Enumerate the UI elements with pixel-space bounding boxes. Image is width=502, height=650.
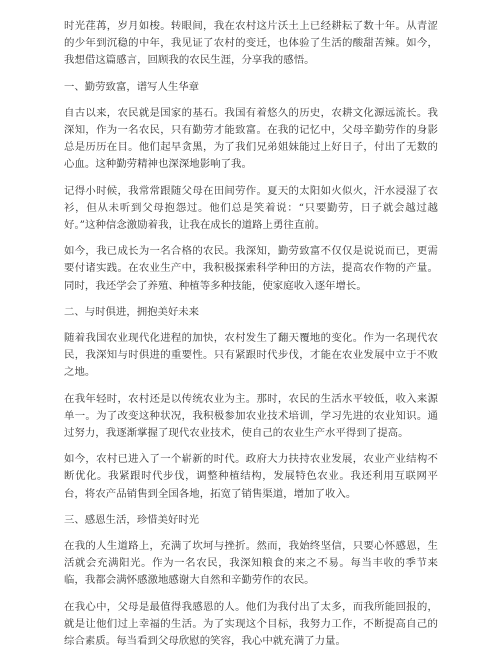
section-3-heading: 三、感恩生活，珍惜美好时光 [64,513,200,526]
section-1-heading: 一、勤劳致富，谱写人生华章 [64,80,200,93]
section-1-paragraph-2: 记得小时候，我常常跟随父母在田间劳作。夏天的太阳如火似火，汗水浸湿了衣衫，但从未听到父母抱怨过。他们总是笑着说：“只要勤劳，日子就会越过越好。”这种信念激励着我，让我在成长的道路上勇往直前。 [64,184,438,232]
intro-paragraph: 时光荏苒，岁月如梭。转眼间，我在农村这片沃土上已经耕耘了数十年。从青涩的少年到沉稳的中年，我见证了农村的变迁，也体验了生活的酸甜苦辣。如今，我想借这篇感言，回顾我的农民生涯，分享我的感悟。 [64,20,438,67]
section-1-paragraph-1: 自古以来，农民就是国家的基石。我国有着悠久的历史，农耕文化源远流长。我深知，作为一名农民，只有勤劳才能致富。在我的记忆中，父母辛勤劳作的身影总是历历在目。他们起早贪黑，为了我们兄弟姐妹能过上好日子，付出了无数的心血。这种勤劳精神也深深地影响了我。 [64,106,438,171]
section-2-paragraph-2: 在我年轻时，农村还是以传统农业为主。那时，农民的生活水平较低，收入来源单一。为了改变这种状况，我积极参加农业技术培训，学习先进的农业知识。通过努力，我逐渐掌握了现代农业技术，使自己的农业生产水平得到了提高。 [64,392,438,440]
section-2-paragraph-3: 如今，农村已进入了一个崭新的时代。政府大力扶持农业发展，农业产业结构不断优化。我紧跟时代步伐，调整种植结构，发展特色农业。我还利用互联网平台，将农产品销售到全国各地，拓宽了销售渠道，增加了收入。 [64,453,438,500]
section-3-paragraph-2: 在我心中，父母是最值得我感恩的人。他们为我付出了太多，而我所能回报的，就是让他们过上幸福的生活。为了实现这个目标，我努力工作，不断提高自己的综合素质。每当看到父母欣慰的笑容，我心中就充满了力量。 [64,600,438,648]
section-3-paragraph-1: 在我的人生道路上，充满了坎坷与挫折。然而，我始终坚信，只要心怀感恩，生活就会充满阳光。作为一名农民，我深知粮食的来之不易。每当丰收的季节来临，我都会满怀感激地感谢大自然和辛勤劳作的农民。 [64,540,438,587]
section-1-paragraph-3: 如今，我已成长为一名合格的农民。我深知，勤劳致富不仅仅是说说而已，更需要付诸实践。在农业生产中，我积极探索科学种田的方法，提高农作物的产量。同时，我还学会了养殖、种植等多种技能，使家庭收入逐年增长。 [64,245,438,292]
section-2-heading: 二、与时俱进，拥抱美好未来 [64,305,200,318]
section-2-paragraph-1: 随着我国农业现代化进程的加快，农村发生了翻天覆地的变化。作为一名现代农民，我深知与时俱进的重要性。只有紧跟时代步伐，才能在农业发展中立于不败之地。 [64,332,438,379]
